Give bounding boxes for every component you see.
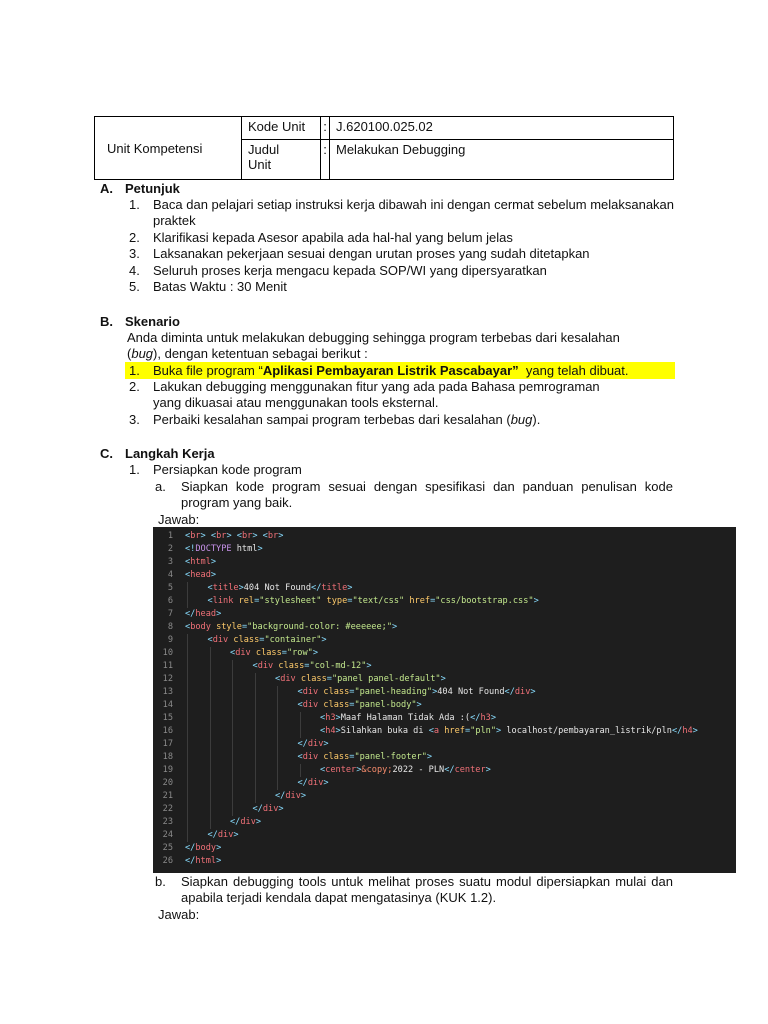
code-token: < (297, 700, 303, 710)
code-token: = (347, 596, 353, 606)
code-token: < (207, 596, 213, 606)
code-token: > (278, 531, 284, 541)
line-number: 24 (162, 830, 173, 840)
code-token: link (212, 596, 234, 606)
code-token: > (347, 583, 353, 593)
code-screenshot (153, 527, 736, 873)
code-token: &copy; (361, 765, 393, 775)
code-text (298, 699, 422, 712)
code-line (153, 803, 736, 816)
code-text (208, 595, 539, 608)
code-line (153, 790, 736, 803)
code-token: > < (226, 531, 242, 541)
code-token: br (241, 531, 253, 541)
code-token: </ (297, 739, 308, 749)
code-text (275, 673, 446, 686)
kode-unit-value: J.620100.025.02 (330, 117, 674, 140)
code-token: center (325, 765, 357, 775)
code-token: </ (275, 791, 286, 801)
code-token: = (464, 726, 471, 736)
code-text (185, 556, 216, 569)
code-text (298, 751, 433, 764)
c-step-1-text: Persiapkan kode program (153, 462, 302, 477)
code-token: h3 (325, 713, 336, 723)
code-text (298, 738, 329, 751)
code-token: div (307, 778, 324, 788)
code-token: class (273, 661, 305, 671)
code-line (153, 582, 736, 595)
code-token: </ (185, 856, 196, 866)
code-line (153, 751, 736, 764)
code-line (153, 842, 736, 855)
code-token: > (416, 700, 422, 710)
code-token: div (307, 739, 324, 749)
code-line (153, 660, 736, 673)
code-token: html (190, 557, 211, 567)
code-text (185, 543, 263, 556)
code-line (153, 543, 736, 556)
code-line (153, 777, 736, 790)
code-token: class (295, 674, 327, 684)
code-token: class (228, 635, 260, 645)
code-token: body (195, 843, 217, 853)
code-token: br (190, 531, 201, 541)
a-item-1-num: 1. (129, 197, 140, 212)
b-item-3-text (153, 412, 540, 428)
code-token: </ (230, 817, 241, 827)
code-text (185, 569, 216, 582)
code-line (153, 530, 736, 543)
code-text (253, 803, 284, 816)
code-token: div (302, 687, 319, 697)
code-token: h3 (480, 713, 491, 723)
code-token: div (217, 830, 234, 840)
code-token: < (207, 635, 213, 645)
code-token: </ (297, 778, 308, 788)
c-sub-a-text: Siapkan kode program sesuai dengan spesifikasi dan panduan penulisan kode (181, 479, 673, 494)
code-token: > (692, 726, 698, 736)
code-text (275, 790, 306, 803)
code-token: div (514, 687, 531, 697)
code-line (153, 569, 736, 582)
code-token: = (281, 648, 287, 658)
code-token: > (392, 622, 398, 632)
code-token: > (485, 765, 491, 775)
code-token: </ (470, 713, 481, 723)
section-a-letter: A. (100, 181, 113, 196)
b-item-2-num: 2. (129, 379, 140, 394)
code-token: class (250, 648, 282, 658)
a-item-4-num: 4. (129, 263, 140, 278)
b-item-2-cont: yang dikuasai atau menggunakan tools eksternal. (153, 395, 439, 410)
code-text (208, 582, 353, 595)
code-token: > (335, 726, 341, 736)
code-token: type (321, 596, 348, 606)
code-token: = (254, 596, 260, 606)
code-token: > (210, 557, 217, 567)
code-token: < (252, 661, 258, 671)
code-token: a (433, 726, 440, 736)
code-token: </ (185, 843, 196, 853)
section-c-title: Langkah Kerja (125, 446, 215, 461)
code-text (185, 855, 221, 868)
judul-unit-value: Melakukan Debugging (330, 139, 674, 179)
code-text (320, 764, 491, 777)
code-token: > (432, 687, 438, 697)
unit-table (94, 116, 674, 180)
code-token: > (278, 804, 284, 814)
code-token: </ (207, 830, 218, 840)
code-token: < (428, 726, 434, 736)
line-number: 12 (162, 674, 173, 684)
line-number: 21 (162, 791, 173, 801)
code-token: class (318, 752, 350, 762)
code-token: html (195, 856, 217, 866)
code-text (230, 816, 261, 829)
code-token: < (207, 583, 213, 593)
code-token: h4 (682, 726, 693, 736)
code-text (185, 842, 221, 855)
code-text (185, 621, 397, 634)
code-line (153, 673, 736, 686)
code-token: = (304, 661, 310, 671)
code-text (298, 686, 536, 699)
line-number: 26 (162, 856, 173, 866)
b-item-1-text (153, 363, 629, 379)
b-item-3-pre: Perbaiki kesalahan sampai program terbebas dari kesalahan ( (153, 412, 511, 427)
section-a-title: Petunjuk (125, 181, 180, 196)
code-token: > (323, 739, 329, 749)
code-token: > (335, 713, 341, 723)
code-token: > (216, 609, 222, 619)
line-number: 4 (167, 570, 173, 580)
code-text (320, 712, 496, 725)
code-token: = (241, 622, 248, 632)
code-token: "background-color: #eeeeee;" (247, 622, 392, 632)
code-token: </ (311, 583, 322, 593)
line-number: 1 (167, 531, 173, 541)
code-token: > (238, 583, 244, 593)
a-item-3-text: Laksanakan pekerjaan sesuai dengan urutan proses yang sudah ditetapkan (153, 246, 590, 261)
code-line (153, 621, 736, 634)
a-item-4-text: Seluruh proses kerja mengacu kepada SOP/WI yang dipersyaratkan (153, 263, 547, 278)
c-step-1-num: 1. (129, 462, 140, 477)
judul-unit-label: Judul Unit (242, 139, 321, 179)
code-token: "col-md-12" (309, 661, 367, 671)
code-line (153, 595, 736, 608)
code-token: > (440, 674, 446, 684)
code-token: > < (200, 531, 217, 541)
code-token: head (195, 609, 217, 619)
code-text (298, 777, 329, 790)
a-item-5-num: 5. (129, 279, 140, 294)
code-token: localhost/pembayaran_listrik/pln (501, 726, 672, 736)
line-number: 25 (162, 843, 173, 853)
code-token: "panel-heading" (354, 687, 433, 697)
kode-unit-label: Kode Unit (242, 117, 321, 140)
code-token: class (318, 700, 350, 710)
code-token: rel (233, 596, 255, 606)
line-number: 11 (162, 661, 173, 671)
line-number: 13 (162, 687, 173, 697)
line-number: 23 (162, 817, 173, 827)
jawab-a: Jawab: (158, 512, 200, 527)
code-token: href (404, 596, 431, 606)
code-token: < (297, 687, 303, 697)
code-token: class (318, 687, 350, 697)
code-token: > (312, 648, 319, 658)
code-token: "stylesheet" (259, 596, 322, 606)
code-token: 2022 - PLN (392, 765, 445, 775)
code-token: div (212, 635, 229, 645)
c-sub-a-cont: program yang baik. (181, 495, 293, 510)
code-line (153, 634, 736, 647)
code-token: < (297, 752, 303, 762)
code-line (153, 712, 736, 725)
line-number: 3 (167, 557, 173, 567)
code-token: style (210, 622, 242, 632)
code-token: > (321, 635, 327, 645)
code-token: div (235, 648, 251, 658)
judul-unit-colon: : (321, 139, 330, 179)
code-line (153, 608, 736, 621)
section-b-title: Skenario (125, 314, 180, 329)
code-token: div (257, 661, 274, 671)
code-token: DOCTYPE (195, 544, 232, 554)
unit-kompetensi-label: Unit Kompetensi (95, 117, 242, 180)
code-token: html (231, 544, 258, 554)
code-token: > (496, 726, 502, 736)
code-token: div (302, 752, 319, 762)
code-token: </ (671, 726, 683, 736)
b-intro-pre: ( (127, 346, 132, 361)
code-token: = (326, 674, 332, 684)
code-token: <! (185, 544, 196, 554)
code-token: </ (504, 687, 515, 697)
line-number: 6 (167, 596, 173, 606)
code-token: </ (444, 765, 455, 775)
code-token: = (430, 596, 436, 606)
code-line (153, 699, 736, 712)
a-item-5-text: Batas Waktu : 30 Menit (153, 279, 287, 294)
b-item-1-post: yang telah dibuat. (518, 363, 629, 378)
line-number: 5 (167, 583, 173, 593)
code-token: < (320, 713, 326, 723)
code-token: > (216, 856, 222, 866)
code-line (153, 816, 736, 829)
code-token: > (210, 570, 217, 580)
code-token: < (185, 622, 191, 632)
line-number: 7 (167, 609, 173, 619)
code-token: > (233, 830, 239, 840)
code-token: div (285, 791, 301, 801)
code-token: < (320, 726, 326, 736)
b-intro-line-2 (127, 346, 368, 362)
code-text (230, 647, 318, 660)
line-number: 19 (162, 765, 173, 775)
code-token: = (349, 700, 355, 710)
section-c-letter: C. (100, 446, 113, 461)
code-token: > (323, 778, 329, 788)
b-intro-line-1: Anda diminta untuk melakukan debugging sehingga program terbebas dari kesalahan (127, 330, 620, 345)
line-number: 18 (162, 752, 173, 762)
code-token: "panel-body" (354, 700, 417, 710)
code-token: 404 Not Found (243, 583, 312, 593)
code-token: 404 Not Found (437, 687, 505, 697)
code-token: "pln" (470, 726, 497, 736)
code-text (185, 530, 283, 543)
b-item-3-post: ). (532, 412, 541, 427)
code-line (153, 725, 736, 738)
line-number: 20 (162, 778, 173, 788)
code-token: > (490, 713, 496, 723)
code-token: = (349, 687, 355, 697)
b-item-1-pre: Buka file program “ (153, 363, 263, 378)
line-number: 16 (162, 726, 173, 736)
b-intro-post: ), dengan ketentuan sebagai berikut : (153, 346, 368, 361)
code-token: = (349, 752, 355, 762)
code-token: center (454, 765, 486, 775)
code-token: Silahkan buka di (340, 726, 429, 736)
code-token: < (185, 570, 191, 580)
code-token: < (185, 557, 191, 567)
code-token: head (190, 570, 211, 580)
code-line (153, 855, 736, 868)
code-token: title (321, 583, 348, 593)
code-line (153, 738, 736, 751)
code-token: > (300, 791, 307, 801)
code-token: = (259, 635, 265, 645)
code-token: > (216, 843, 222, 853)
code-token: "container" (264, 635, 322, 645)
line-number: 14 (162, 700, 173, 710)
code-token: < (275, 674, 281, 684)
b-intro-bug: bug (131, 346, 154, 361)
code-token: > < (252, 531, 268, 541)
code-token: br (216, 531, 227, 541)
code-token: br (267, 531, 279, 541)
code-token: "text/css" (352, 596, 405, 606)
code-token: "panel-footer" (354, 752, 427, 762)
a-item-2-num: 2. (129, 230, 140, 245)
code-token: "panel panel-default" (331, 674, 441, 684)
a-item-3-num: 3. (129, 246, 140, 261)
code-text (185, 608, 221, 621)
code-token: > (255, 817, 262, 827)
code-text (253, 660, 372, 673)
code-token: body (190, 622, 211, 632)
jawab-b: Jawab: (158, 907, 200, 922)
code-token: "css/bootstrap.css" (435, 596, 534, 606)
b-item-3-bug: bug (510, 412, 533, 427)
b-item-2-text: Lakukan debugging menggunakan fitur yang ada pada Bahasa pemrograman (153, 379, 600, 394)
code-token: > (530, 687, 536, 697)
code-line (153, 647, 736, 660)
code-token: </ (252, 804, 263, 814)
c-sub-a-letter: a. (155, 479, 166, 494)
b-item-1-bold: Aplikasi Pembayaran Listrik Pascabayar” (262, 363, 519, 378)
b-item-1-num: 1. (129, 363, 140, 378)
code-token: > (533, 596, 539, 606)
code-token: href (439, 726, 465, 736)
section-b-letter: B. (100, 314, 113, 329)
code-token: Maaf Halaman Tidak Ada :( (340, 713, 471, 723)
code-text (208, 634, 327, 647)
c-sub-b-cont: apabila terjadi kendala dapat mengatasinya (KUK 1.2). (181, 890, 497, 905)
code-token: < (320, 765, 326, 775)
code-token: > (426, 752, 433, 762)
code-token: div (240, 817, 256, 827)
a-item-1-cont: praktek (153, 213, 196, 228)
code-token: title (212, 583, 239, 593)
code-token: < (230, 648, 236, 658)
code-line (153, 556, 736, 569)
c-sub-b-letter: b. (155, 874, 166, 889)
a-item-1-text: Baca dan pelajari setiap instruksi kerja dibawah ini dengan cermat sebelum melaksanakan (153, 197, 675, 212)
code-token: > (356, 765, 362, 775)
code-token: div (302, 700, 319, 710)
code-line (153, 686, 736, 699)
code-token: h4 (325, 726, 336, 736)
line-number: 22 (162, 804, 173, 814)
code-text (208, 829, 239, 842)
line-number: 2 (167, 544, 173, 554)
line-number: 17 (162, 739, 173, 749)
code-line (153, 764, 736, 777)
line-number: 9 (167, 635, 173, 645)
code-token: </ (185, 609, 196, 619)
code-token: div (262, 804, 279, 814)
code-token: "row" (286, 648, 313, 658)
kode-unit-colon: : (321, 117, 330, 140)
line-number: 8 (167, 622, 173, 632)
line-number: 10 (162, 648, 173, 658)
code-token: < (185, 531, 191, 541)
code-token: > (257, 544, 263, 554)
b-item-3-num: 3. (129, 412, 140, 427)
line-number: 15 (162, 713, 173, 723)
code-token: div (280, 674, 296, 684)
code-line (153, 829, 736, 842)
a-item-2-text: Klarifikasi kepada Asesor apabila ada hal-hal yang belum jelas (153, 230, 513, 245)
code-text (320, 725, 698, 738)
code-token: > (366, 661, 372, 671)
c-sub-b-text: Siapkan debugging tools untuk melihat proses suatu modul dipersiapkan mulai dan (181, 874, 673, 889)
